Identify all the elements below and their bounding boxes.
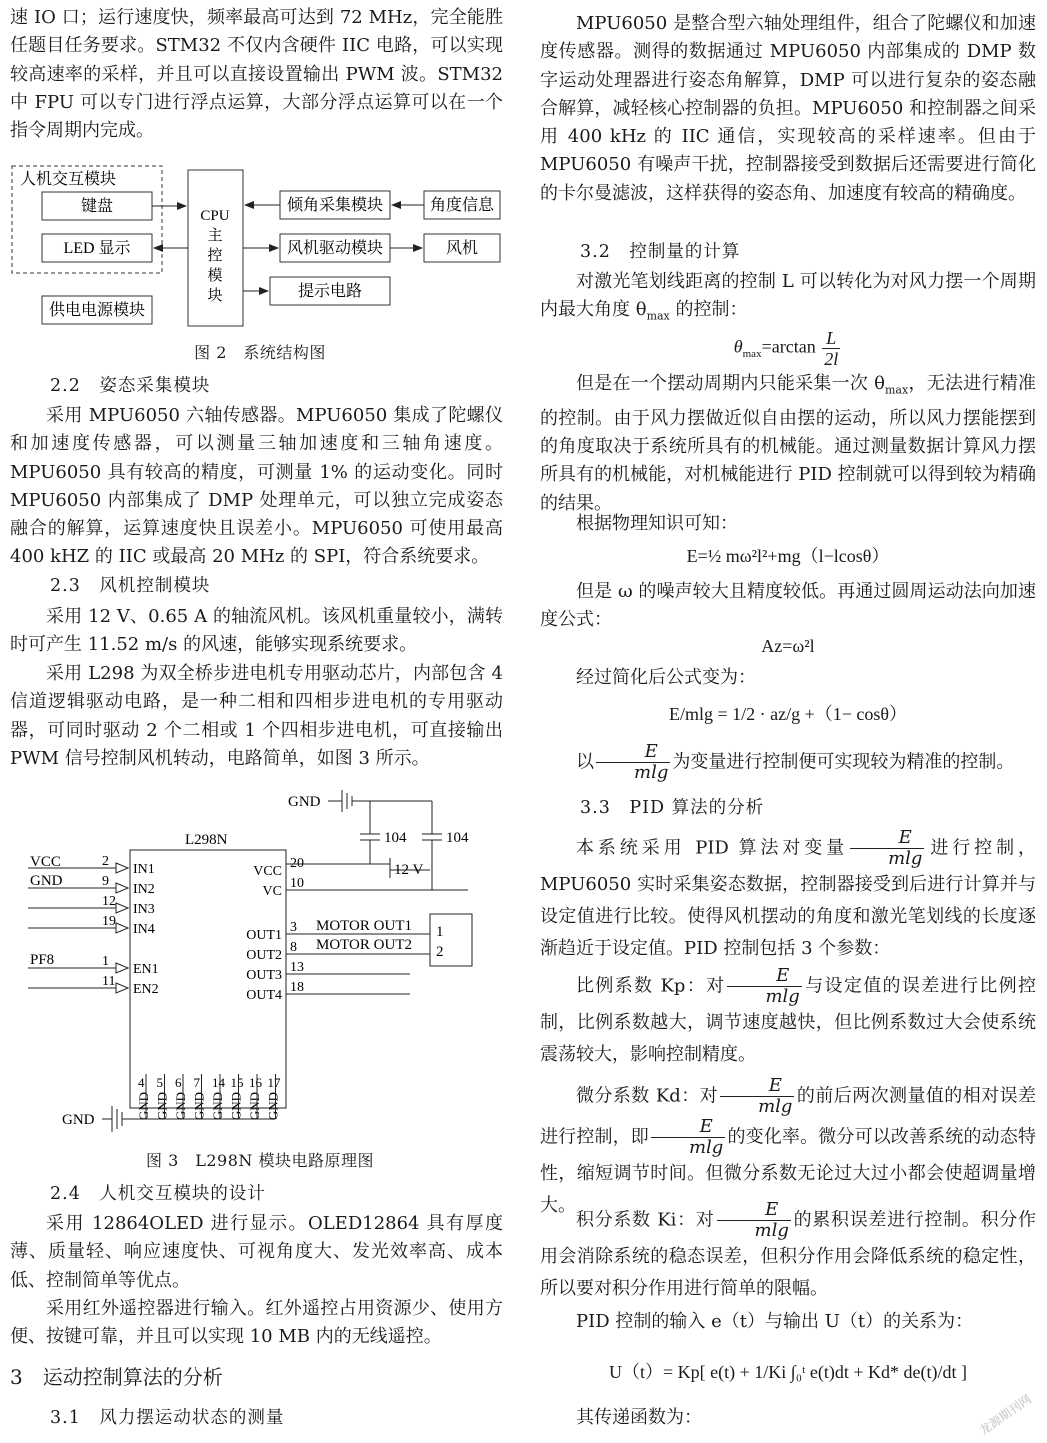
right-pin-label: VC bbox=[262, 884, 282, 899]
right-pin-number: 18 bbox=[290, 980, 304, 995]
left-pin-number: 1 bbox=[102, 954, 109, 969]
left-pin-label: IN3 bbox=[133, 902, 155, 917]
section-2-3-paragraph-1: 采用 12 V、0.65 A 的轴流风机。该风机重量较小，满转时可产生 11.52 m/s 的风速，能够实现系统要求。 bbox=[10, 606, 503, 656]
bottom-pin-number: 4 bbox=[138, 1075, 145, 1090]
bottom-pin-label: GND bbox=[228, 1092, 244, 1121]
transfer-paragraph: 其传递函数为： bbox=[576, 1407, 702, 1428]
gnd-in-label: GND bbox=[30, 873, 63, 889]
period-paragraph: 但是在一个摆动周期内只能采集一次 $\theta_{max}$，无法进行精准的控制。由于风力摆做近似自由摆的运动，所以风力摆能摆到的角度取决于系统所具有的机械能。通过测量数据计算风力摆所具有的机械能，对机械能进行 PID 控制就可以得到较为精确的结果。 bbox=[540, 373, 1037, 514]
connector-pin-2: 2 bbox=[436, 944, 444, 960]
bottom-pin-number: 16 bbox=[249, 1075, 262, 1090]
left-pin-label: IN2 bbox=[133, 882, 155, 897]
figure-3-l298n-schematic bbox=[10, 782, 510, 1142]
kp-paragraph: 比例系数 Kp：对 $\frac{E}{mlg}$ 与设定值的误差进行比例控制，比例系数越大，调节速度越快，但比例系数过大会使系统震荡较大，影响控制精度。 bbox=[540, 965, 1036, 1065]
cpu-label-3: 模 bbox=[207, 268, 223, 284]
left-pin-number: 19 bbox=[102, 914, 116, 929]
bottom-pin-number: 14 bbox=[212, 1075, 225, 1090]
pid-paragraph: 本系统采用 PID 算法对变量 $\frac{E}{mlg}$ 进行控制，MPU6050 实时采集姿态数据，控制器接受到后进行计算并与设定值进行比较。使得风机摆动的角度和激光笔划线的长度逐渐趋近于设定值。PID 控制包括 3 个参数： bbox=[540, 827, 1036, 959]
physics-paragraph: 根据物理知识可知： bbox=[576, 513, 738, 534]
ki-paragraph: 积分系数 Ki：对 $\frac{E}{mlg}$ 的累积误差进行控制。积分作用会消除系统的稳态误差，但积分作用会降低系统的稳定性，所以要对积分作用进行简单的限幅。 bbox=[540, 1199, 1036, 1299]
cap1-label: 104 bbox=[384, 830, 407, 846]
simplify-paragraph: 经过简化后公式变为： bbox=[576, 667, 756, 688]
section-2-2-paragraph: 采用 MPU6050 六轴传感器。MPU6050 集成了陀螺仪和加速度传感器，可以测量三轴加速度和三轴角速度。MPU6050 具有较高的精度，可测量 1% 的运动变化。同时 MPU6050 内部集成了 DMP 处理单元，可以独立完成姿态融合的解算，运算速度快且误差小。MPU6050 可使用最高 400 kHZ 的 IIC 或最高 20 MHz 的 SPI，符合系统要求。 bbox=[10, 405, 503, 568]
right-pin-label: OUT4 bbox=[246, 988, 282, 1003]
right-pin-number: 10 bbox=[290, 876, 304, 891]
alarm-label: 提示电路 bbox=[297, 283, 363, 300]
kd-paragraph: 微分系数 Kd：对 $\frac{E}{mlg}$ 的前后两次测量值的相对误差进行控制，即 $\frac{E}{mlg}$ 的变化率。微分可以改善系统的动态特性，缩短调节时间。但微分系数无论过大过小都会使超调量增大。 bbox=[540, 1075, 1037, 1216]
bottom-pin-label: GND bbox=[173, 1092, 188, 1121]
left-pin-number: 11 bbox=[102, 974, 116, 989]
left-pin-number: 9 bbox=[102, 874, 109, 889]
right-pin-label: OUT3 bbox=[246, 968, 282, 983]
right-pin-number: 13 bbox=[290, 960, 304, 975]
bottom-pin-number: 6 bbox=[175, 1075, 182, 1090]
left-pin-label: IN4 bbox=[133, 922, 155, 937]
keyboard-label: 键盘 bbox=[80, 198, 114, 215]
bottom-pin-label: GND bbox=[191, 1092, 207, 1121]
bottom-pin-number: 7 bbox=[193, 1075, 200, 1090]
section-3-title: 3 运动控制算法的分析 bbox=[10, 1365, 223, 1389]
control-paragraph: 对激光笔划线距离的控制 L 可以转化为对风力摆一个周期内最大角度 $\theta_{max}$ 的控制： bbox=[540, 271, 1036, 323]
section-3-2-title: 3.2 控制量的计算 bbox=[580, 242, 741, 262]
right-pin-label: OUT1 bbox=[246, 928, 282, 943]
fan-drive-label: 风机驱动模块 bbox=[286, 240, 384, 257]
cap2-label: 104 bbox=[446, 830, 469, 846]
bottom-gnd-label: GND bbox=[62, 1112, 95, 1128]
angle-label: 角度信息 bbox=[429, 197, 495, 214]
section-3-1-title: 3.1 风力摆运动状态的测量 bbox=[50, 1408, 285, 1428]
cpu-label-4: 块 bbox=[207, 288, 223, 304]
omega-paragraph: 但是 ω 的噪声较大且精度较低。再通过圆周运动法向加速度公式： bbox=[540, 581, 1036, 631]
intro-paragraph: 速 IO 口；运行速度快，频率最高可达到 72 MHz，完全能胜任题目任务要求。STM32 不仅内含硬件 IIC 电路，可以实现较高速率的采样，并且可以直接设置输出 PWM 波。STM32 中 FPU 可以专门进行浮点运算，大部分浮点运算可以在一个指令周期内完成。 bbox=[10, 7, 503, 142]
left-pin-number: 12 bbox=[102, 894, 116, 909]
hci-group-label: 人机交互模块 bbox=[20, 171, 117, 188]
fan-label: 风机 bbox=[445, 240, 479, 257]
watermark: 龙源期刊网 bbox=[976, 1391, 1034, 1438]
cpu-label-2: 控 bbox=[207, 248, 223, 264]
left-pin-label: EN2 bbox=[133, 982, 159, 997]
equation-energy: E=½ mω²l²+mg（l−lcosθ） bbox=[686, 546, 890, 566]
figure-2-caption: 图 2 系统结构图 bbox=[194, 343, 326, 362]
bottom-pin-label: GND bbox=[247, 1092, 262, 1121]
bottom-pin-number: 15 bbox=[230, 1075, 244, 1090]
section-2-4-title: 2.4 人机交互模块的设计 bbox=[50, 1184, 266, 1204]
mpu-paragraph: MPU6050 是整合型六轴处理组件，组合了陀螺仪和加速度传感器。测得的数据通过 MPU6050 内部集成的 DMP 数字运动处理器进行姿态角解算，DMP 可以进行复杂的姿态融合解算，减轻核心控制器的负担。MPU6050 和控制器之间采用 400 kHz 的 IIC 通信，实现较高的采样速率。但由于 MPU6050 有噪声干扰，控制器接受到数据后还需要进行简化的卡尔曼滤波，这样获得的姿态角、加速度有较高的精确度。 bbox=[540, 13, 1037, 204]
bottom-pin-number: 17 bbox=[267, 1075, 281, 1090]
bottom-pin-label: GND bbox=[265, 1092, 281, 1121]
equation-pid: U（t）= Kp[ e(t) + 1/Ki ∫₀ᵗ e(t)dt + Kd* de(t)/dt ] bbox=[608, 1362, 968, 1382]
right-pin-label: VCC bbox=[253, 864, 282, 879]
equation-acceleration: Az=ω²l bbox=[761, 636, 815, 656]
left-pin-number: 2 bbox=[102, 854, 109, 869]
section-2-4-paragraph-1: 采用 12864OLED 进行显示。OLED12864 具有厚度薄、质量轻、响应速度快、可视角度大、发光效率高、成本低、控制简单等优点。 bbox=[10, 1213, 503, 1291]
vcc-in-label: VCC bbox=[30, 854, 61, 870]
bottom-pin-number: 5 bbox=[156, 1075, 163, 1090]
chip-name: L298N bbox=[185, 832, 228, 848]
led-label: LED 显示 bbox=[63, 240, 131, 257]
cpu-label-1: 主 bbox=[207, 228, 223, 244]
section-3-3-title: 3.3 PID 算法的分析 bbox=[580, 798, 765, 818]
figure-3-caption: 图 3 L298N 模块电路原理图 bbox=[145, 1151, 375, 1170]
top-gnd-label: GND bbox=[288, 794, 321, 810]
right-pin-number: 8 bbox=[290, 940, 297, 955]
figure-2-system-diagram bbox=[10, 158, 510, 338]
connector-pin-1: 1 bbox=[436, 924, 444, 940]
equation-theta-max: $\theta_{max}=\arctan$ $\frac{L}{2l}$ bbox=[733, 328, 839, 369]
section-2-3-paragraph-2: 采用 L298 为双全桥步进电机专用驱动芯片，内部包含 4 信道逻辑驱动电路，是一种二相和四相步进电机的专用驱动器，可同时驱动 2 个二相或 1 个四相步进电机，可直接输出 PWM 信号控制风机转动，电路简单，如图 3 所示。 bbox=[10, 663, 503, 769]
right-pin-number: 20 bbox=[290, 856, 304, 871]
power-label: 供电电源模块 bbox=[48, 302, 146, 319]
right-pin-label: OUT2 bbox=[246, 948, 282, 963]
bottom-pin-label: GND bbox=[136, 1092, 151, 1121]
left-pin-label: EN1 bbox=[133, 962, 159, 977]
motor-out2-label: MOTOR OUT2 bbox=[316, 937, 412, 953]
section-2-3-title: 2.3 风机控制模块 bbox=[50, 576, 211, 596]
section-2-4-paragraph-2: 采用红外遥控器进行输入。红外遥控占用资源少、使用方便、按键可靠，并且可以实现 10 MB 内的无线遥控。 bbox=[10, 1298, 503, 1348]
pf8-label: PF8 bbox=[30, 952, 55, 968]
left-pin-label: IN1 bbox=[133, 862, 155, 877]
motor-out1-label: MOTOR OUT1 bbox=[316, 918, 412, 934]
relation-paragraph: PID 控制的输入 e（t）与输出 U（t）的关系为： bbox=[576, 1311, 974, 1332]
variable-paragraph: 以 $\frac{E}{mlg}$ 为变量进行控制便可实现较为精准的控制。 bbox=[576, 741, 1015, 783]
tilt-label: 倾角采集模块 bbox=[286, 197, 384, 214]
bottom-pin-label: GND bbox=[154, 1092, 170, 1121]
v12-label: 12 V bbox=[394, 862, 424, 878]
cpu-label-0: CPU bbox=[200, 208, 230, 224]
section-2-2-title: 2.2 姿态采集模块 bbox=[50, 376, 211, 396]
bottom-pin-label: GND bbox=[210, 1092, 225, 1121]
right-pin-number: 3 bbox=[290, 920, 297, 935]
equation-simplified: E/mlg = 1/2 · az/g +（1− cosθ） bbox=[668, 704, 908, 724]
